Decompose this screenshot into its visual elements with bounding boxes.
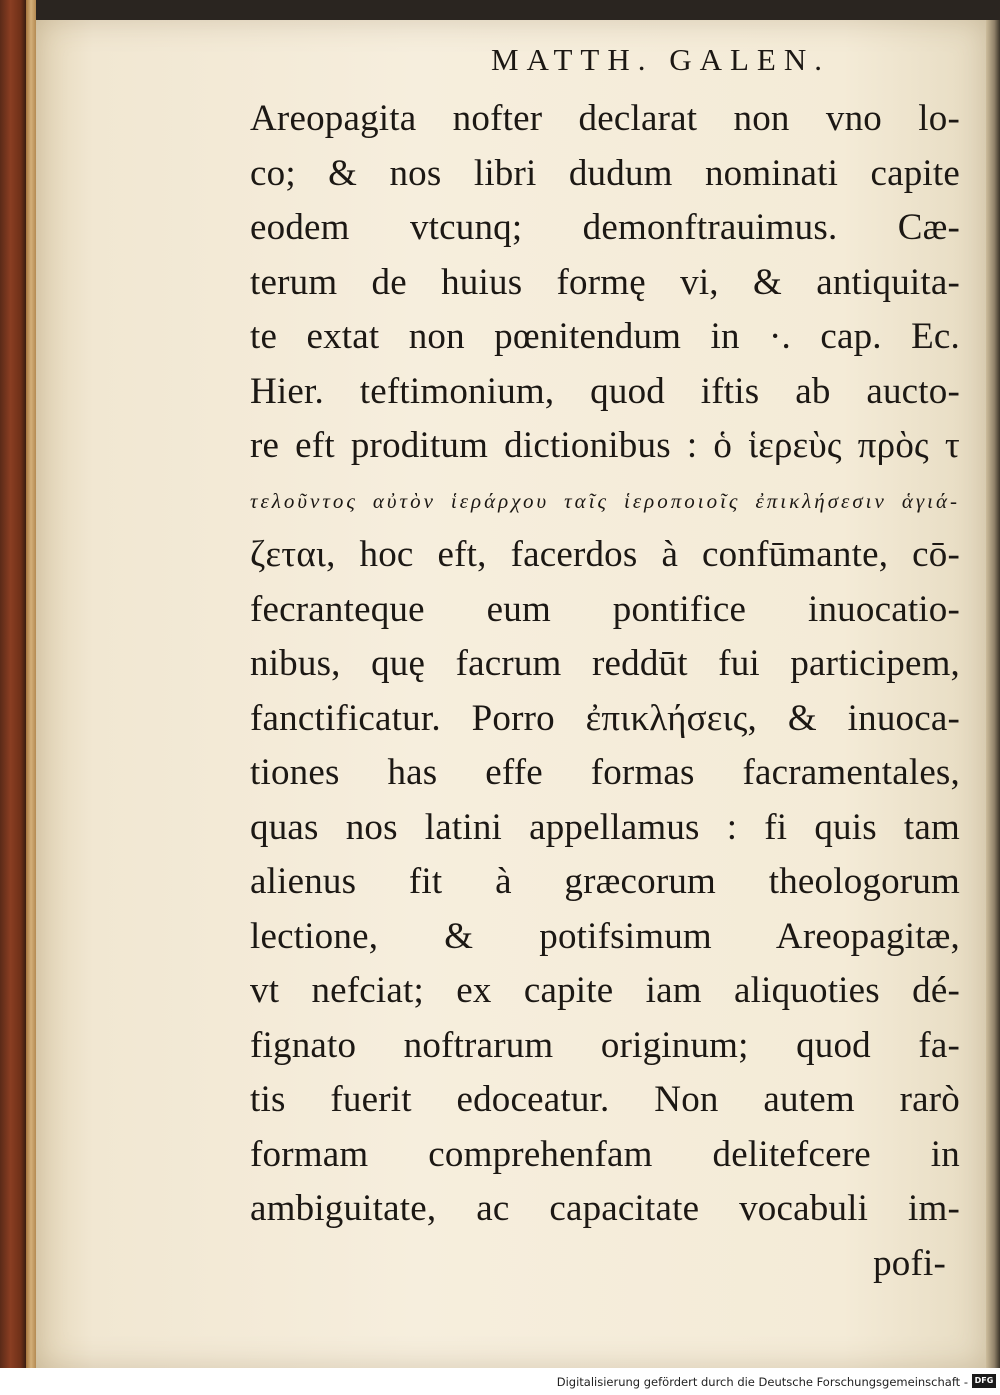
- text-line: re eft proditum dictionibus : ὁ ἱερεὺς πρὸς τ: [250, 425, 960, 466]
- text-line: ζεται, hoc eft, facerdos à confūmante, cō-: [250, 534, 960, 575]
- text-line: nibus, quę facrum reddūt fui participem,: [250, 643, 960, 684]
- text-line: formam comprehenfam delitefcere in: [250, 1133, 960, 1175]
- text-line: tiones has effe formas facramentales,: [250, 752, 960, 793]
- text-line: Areopagita nofter declarat non vno lo-: [250, 98, 960, 139]
- text-line: tis fuerit edoceatur. Non autem rarò: [250, 1079, 960, 1120]
- text-line: lectione, & potifsimum Areopagitæ,: [250, 915, 960, 957]
- text-line: te extat non pœnitendum in ·. cap. Ec.: [250, 316, 960, 357]
- page-fore-edge: [986, 20, 1000, 1368]
- book-cover-board: [0, 0, 26, 1368]
- text-line: Hier. teftimonium, quod iftis ab aucto-: [250, 370, 960, 412]
- text-line: co; & nos libri dudum nominati capite: [250, 152, 960, 194]
- text-line: fecranteque eum pontifice inuocatio-: [250, 588, 960, 630]
- text-line: ambiguitate, ac capacitate vocabuli im-: [250, 1188, 960, 1229]
- text-line: vt nefciat; ex capite iam aliquoties dé-: [250, 970, 960, 1011]
- catchword: pofi-: [873, 1242, 946, 1284]
- text-line: fignato noftrarum originum; quod fa-: [250, 1024, 960, 1066]
- running-head: MATTH. GALEN.: [490, 42, 830, 77]
- digitization-footer: [0, 1368, 1000, 1395]
- text-line: eodem vtcunq; demonftrauimus. Cæ-: [250, 207, 960, 248]
- text-line: terum de huius formę vi, & antiquita-: [250, 261, 960, 303]
- greek-text-line: τελοῦντος αὐτὸν ἱεράρχου ταῖς ἱεροποιοῖς ἐπικλήσεσιν ἁγιά-: [250, 488, 960, 513]
- page-text-block: [250, 30, 960, 1291]
- text-line: fanctificatur. Porro ἐπικλήσεις, & inuoca-: [250, 697, 960, 739]
- book-spine-edge: [26, 0, 36, 1368]
- text-line: alienus fit à græcorum theologorum: [250, 861, 960, 902]
- dfg-logo-icon: DFG: [972, 1374, 996, 1388]
- text-line: quas nos latini appellamus : fi quis tam: [250, 806, 960, 848]
- funding-credit: Digitalisierung gefördert durch die Deutsche Forschungsgemeinschaft -: [556, 1375, 968, 1389]
